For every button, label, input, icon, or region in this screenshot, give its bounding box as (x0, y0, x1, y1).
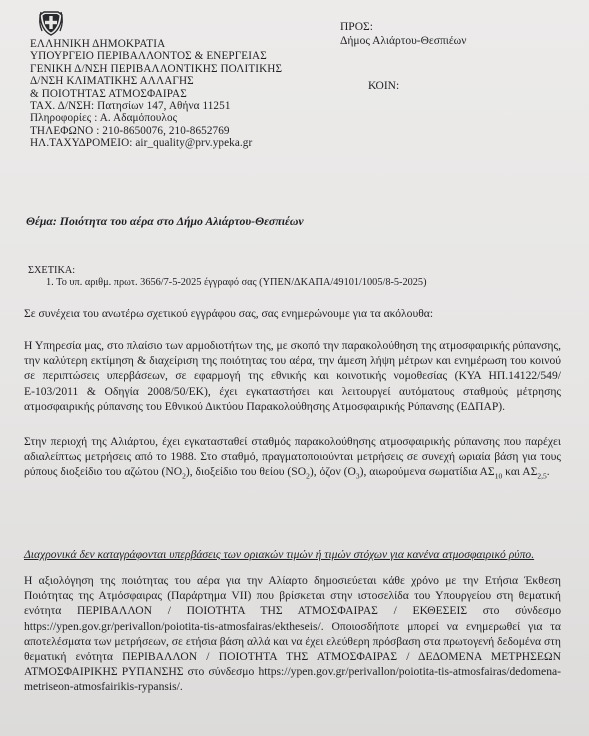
sender-line: ΤΑΧ. Δ/ΝΣΗ: Πατησίων 147, Αθήνα 11251 (30, 100, 231, 113)
intro-paragraph: Σε συνέχεια του ανωτέρω σχετικού εγγράφου σας, σας ενημερώνουμε για τα ακόλουθα: (24, 307, 434, 320)
no-exceedance-paragraph: Διαχρονικά δεν καταγράφονται υπερβάσεις των οριακών τιμών ή τιμών στόχων για κανένα ατμοσφαιρικό ρύπο. (24, 548, 535, 561)
to-label: ΠΡΟΣ: (340, 21, 373, 33)
sender-line: & ΠΟΙΟΤΗΤΑΣ ΑΤΜΟΣΦΑΙΡΑΣ (30, 87, 187, 100)
pm25-subscript: 2,5 (537, 471, 547, 481)
sender-block (30, 38, 282, 150)
related-block (28, 265, 427, 288)
station-text: ), όζον (O (309, 465, 356, 479)
related-item: 1. Το υπ. αριθμ. πρωτ. 3656/7-5-2025 έγγραφό σας (ΥΠΕΝ/ΔΚΑΠΑ/49101/1005/8-5-2025) (46, 276, 427, 288)
pm10-subscript: 10 (494, 471, 503, 481)
station-text: και ΑΣ (502, 465, 538, 479)
station-text: ), διοξείδιο του θείου (SO (185, 465, 307, 479)
sender-line: ΗΛ.ΤΑΧΥΔΡΟΜΕΙΟ: air_quality@prv.ypeka.gr (30, 137, 253, 150)
station-text: Στην περιοχή της Αλιάρτου, έχει εγκατασταθεί σταθμός παρακολούθησης ατμοσφαιρικής ρύπανσης που παρέχει αδιαλείπτως μετρήσεις από το 1988. Στο σταθμό, πραγματοποιούνται μετρήσεις σε συνεχή ωριαία βάση για τους ρύπους διοξείδιο του αζώτου (NO (24, 435, 561, 479)
station-text: . (546, 465, 550, 479)
service-paragraph: Η Υπηρεσία μας, στο πλαίσιο των αρμοδιοτήτων της, με σκοπό την παρακολούθηση της ατμοσφαιρικής ρύπανσης, την καλύτερη εκτίμηση & διαχείριση της ποιότητας του αέρα, την άμεση λήψη μέτρων και ενημέρωση του κοινού σε περιπτώσεις υπερβάσεων, σε εφαρμογή της εθνικής και κοινοτικής νομοθεσίας (ΚΥΑ ΗΠ.14122/549/Ε-103/2011 & Οδηγία 2008/50/ΕΚ), έχει εγκαταστήσει και λειτουργεί αυτόματους σταθμούς μέτρησης ατμοσφαιρικής ρύπανσης του Εθνικού Δικτύου Παρακολούθησης Ατμοσφαιρικής Ρύπανσης (ΕΔΠΑΡ). (24, 339, 561, 413)
to-value: Δήμος Αλιάρτου-Θεσπιέων (340, 35, 467, 47)
sender-line: ΥΠΟΥΡΓΕΙΟ ΠΕΡΙΒΑΛΛΟΝΤΟΣ & ΕΝΕΡΓΕΙΑΣ (30, 50, 267, 63)
sender-line: ΓΕΝΙΚΗ Δ/ΝΣΗ ΠΕΡΙΒΑΛΛΟΝΤΙΚΗΣ ΠΟΛΙΤΙΚΗΣ (30, 62, 283, 75)
report-paragraph: Η αξιολόγηση της ποιότητας του αέρα για την Αλίαρτο δημοσιεύεται κάθε χρόνο με την Ετήσια Έκθεση Ποιότητας της Ατμόσφαιρας (Παράρτημα VII) που βρίσκεται στην ιστοσελίδα του Υπουργείου στη θεματική ενότητα ΠΕΡΙΒΑΛΛΟΝ / ΠΟΙΟΤΗΤΑ ΤΗΣ ΑΤΜΟΣΦΑΙΡΑΣ / ΕΚΘΕΣΕΙΣ στο σύνδεσμο https://ypen.gov.gr/perivallon/poiotita-tis-atmosfairas/ektheseis/. Οποιοσδήποτε μπορεί να ενημερωθεί για τα αποτελέσματα των μετρήσεων, σε ετήσια βάση αλλά και να έχει ελεύθερη πρόσβαση στα πρωτογενή δεδομένα στη θεματική ενότητα ΠΕΡΙΒΑΛΛΟΝ / ΠΟΙΟΤΗΤΑ ΤΗΣ ΑΤΜΟΣΦΑΙΡΑΣ / ΔΕΔΟΜΕΝΑ ΜΕΤΡΗΣΕΩΝ ΑΤΜΟΣΦΑΙΡΙΚΗΣ ΡΥΠΑΝΣΗΣ στο σύνδεσμο https://ypen.gov.gr/perivallon/poiotita-tis-atmosfairas/dedomena-metriseon-atmosfairikis-rypansis/. (24, 574, 561, 694)
related-label: ΣΧΕΤΙΚΑ: (28, 265, 76, 276)
sender-line: ΕΛΛΗΝΙΚΗ ΔΗΜΟΚΡΑΤΙΑ (30, 38, 166, 50)
station-text: ), αιωρούμενα σωματίδια ΑΣ (359, 465, 495, 479)
recipient-block (340, 20, 466, 48)
hellenic-republic-emblem-icon (36, 8, 66, 38)
no2-subscript: 2 (182, 471, 186, 481)
subject-line: Θέμα: Ποιότητα του αέρα στο Δήμο Αλιάρτου-Θεσπιέων (26, 214, 304, 228)
so2-subscript: 2 (306, 471, 310, 481)
sender-line: Δ/ΝΣΗ ΚΛΙΜΑΤΙΚΗΣ ΑΛΛΑΓΗΣ (30, 75, 194, 88)
sender-line: Πληροφορίες : Α. Αδαμόπουλος (30, 112, 178, 125)
cc-label: ΚΟΙΝ: (368, 80, 400, 92)
station-paragraph (24, 434, 561, 480)
sender-line: ΤΗΛΕΦΩΝΟ : 210-8650076, 210-8652769 (30, 124, 230, 137)
o3-subscript: 3 (355, 471, 360, 481)
